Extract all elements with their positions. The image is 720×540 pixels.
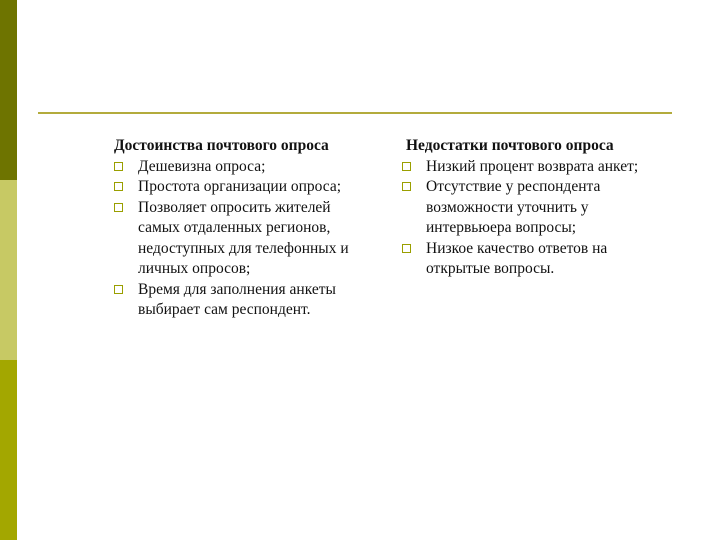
square-bullet-icon <box>114 182 123 191</box>
title-divider-line <box>38 112 672 114</box>
square-bullet-icon <box>402 162 411 171</box>
list-item-text: Низкий процент возврата анкет; <box>426 157 639 175</box>
advantages-list <box>114 157 376 321</box>
list-item-text: Низкое качество ответов на открытые вопросы. <box>426 239 608 277</box>
disadvantages-column <box>402 136 664 280</box>
list-item <box>114 280 376 321</box>
side-bar-segment-light <box>0 180 17 360</box>
list-item-text: Отсутствие у респондента возможности уточнить у интервьюера вопросы; <box>426 178 601 236</box>
advantages-column <box>114 136 376 321</box>
list-item-text: Простота организации опроса; <box>138 178 342 195</box>
list-item <box>114 157 376 178</box>
list-item-text: Время для заполнения анкеты выбирает сам респондент. <box>138 280 336 318</box>
list-item <box>114 177 376 198</box>
disadvantages-list <box>402 157 664 280</box>
square-bullet-icon <box>114 285 123 294</box>
square-bullet-icon <box>114 162 123 171</box>
side-color-bar <box>0 0 17 540</box>
advantages-heading: Достоинства почтового опроса <box>114 137 329 154</box>
list-item-text: Позволяет опросить жителей самых отдаленных регионов, недоступных для телефонных и личных опросов; <box>138 198 349 277</box>
list-item <box>402 157 664 178</box>
disadvantages-heading: Недостатки почтового опроса <box>406 137 614 154</box>
side-bar-segment-mid <box>0 360 17 540</box>
side-bar-segment-dark <box>0 0 17 180</box>
list-item <box>402 239 664 280</box>
list-item <box>402 177 664 239</box>
square-bullet-icon <box>114 203 123 212</box>
list-item <box>114 198 376 280</box>
square-bullet-icon <box>402 182 411 191</box>
list-item-text: Дешевизна опроса; <box>138 157 266 175</box>
square-bullet-icon <box>402 244 411 253</box>
